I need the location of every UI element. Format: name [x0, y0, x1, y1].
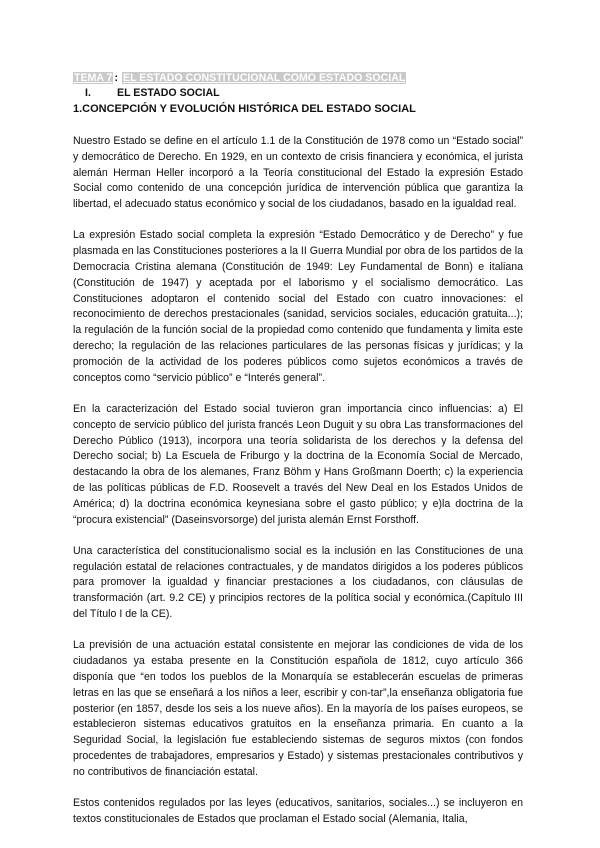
section-heading [73, 86, 523, 101]
paragraph: Una característica del constitucionalismo social es la inclusión en las Constituciones de una regulación estatal de relaciones contractuales, y de mandatos dirigidos a los poderes públicos para promover la igualdad y financiar prestaciones a los ciudadanos, con cláusulas de transformación (art. 9.2 CE) y principios rectores de la política social y económica.(Capítulo III del Título I de la CE). [73, 544, 523, 621]
paragraph: En la caracterización del Estado social tuvieron gran importancia cinco influencias: a) El concepto de servicio público del jurista francés Leon Duguit y su obra Las transformaciones del Derecho Público (1913), incorpora una teoría solidarista de los derechos y la defensa del Derecho social; b) La Escuela de Friburgo y la doctrina de la Economía Social de Mercado, destacando la obra de los alemanes, Franz Böhm y Hans Großmann Doerth; c) la experiencia de las políticas públicas de F.D. Roosevelt a través del New Deal en los Estados Unidos de América; d) la doctrina económica keynesiana sobre el gasto público; y e)la doctrina de la “procura existencial” (Daseinsvorsorge) del jurista alemán Ernst Forsthoff. [73, 402, 523, 526]
paragraph: La previsión de una actuación estatal consistente en mejorar las condiciones de vida de los ciudadanos ya estaba presente en la Constitución española de 1812, cuyo artículo 366 disponía que “en todos los pueblos de la Monarquía se establecerán escuelas de primeras letras en las que se enseñará a los niños a leer, escribir y con-tar”,la enseñanza obligatoria fue posterior (en 1857, desde los seis a los nueve años). En la mayoría de los países europeos, se establecieron sistemas educativos gratuitos en la enseñanza primaria. En cuanto a la Seguridad Social, la legislación fue estableciendo sistemas de seguros mixtos (con fondos procedentes de trabajadores, empresarios y Estado) y sistemas prestacionales contributivos y no contributivos de financiación estatal. [73, 639, 523, 778]
tema-label: TEMA 7 [74, 72, 113, 84]
subsection-heading: 1.CONCEPCIÓN Y EVOLUCIÓN HISTÓRICA DEL ESTADO SOCIAL [73, 103, 416, 115]
paragraph: Estos contenidos regulados por las leyes (educativos, sanitarios, sociales...) se incluyeron en textos constitucionales de Estados que proclaman el Estado social (Alemania, Italia, [73, 796, 523, 825]
paragraph: Nuestro Estado se define en el artículo 1.1 de la Constitución de 1978 como un “Estado social” y democrático de Derecho. En 1929, en un contexto de crisis financiera y económica, el jurista alemán Herman Heller incorporó a la Teoría constitucional del Estado la expresión Estado Social como contenido de una concepción jurídica de intervención pública que garantiza la libertad, el adecuado status económico y social de los ciudadanos, basado en la igualdad real. [73, 135, 523, 211]
tema-title: EL ESTADO CONSTITUCIONAL COMO ESTADO SOCIAL [123, 72, 406, 84]
document-title [73, 71, 523, 85]
paragraph: La expresión Estado social completa la expresión “Estado Democrático y de Derecho” y fue plasmada en las Constituciones posteriores a la II Guerra Mundial por obra de los partidos de la Democracia Cristina alemana (Constitución de 1949: Ley Fundamental de Bonn) e italiana (Constitución de 1947) y aceptada por el laborismo y el socialismo democrático. Las Constituciones adoptaron el contenido social del Estado con cuatro innovaciones: el reconocimiento de derechos prestacionales (sanidad, servicios sociales, educación gratuita...); la regulación de la función social de la propiedad como contenido que fundamenta y limita este derecho; la regulación de las relaciones particulares de las personas físicas y jurídicas; y la promoción de la actividad de los poderes públicos como sujetos económicos a través de conceptos como “servicio público” e “Interés general”. [73, 229, 523, 384]
section-number: I. [85, 87, 91, 99]
section-title: EL ESTADO SOCIAL [117, 87, 220, 99]
tema-colon: : [114, 72, 118, 84]
